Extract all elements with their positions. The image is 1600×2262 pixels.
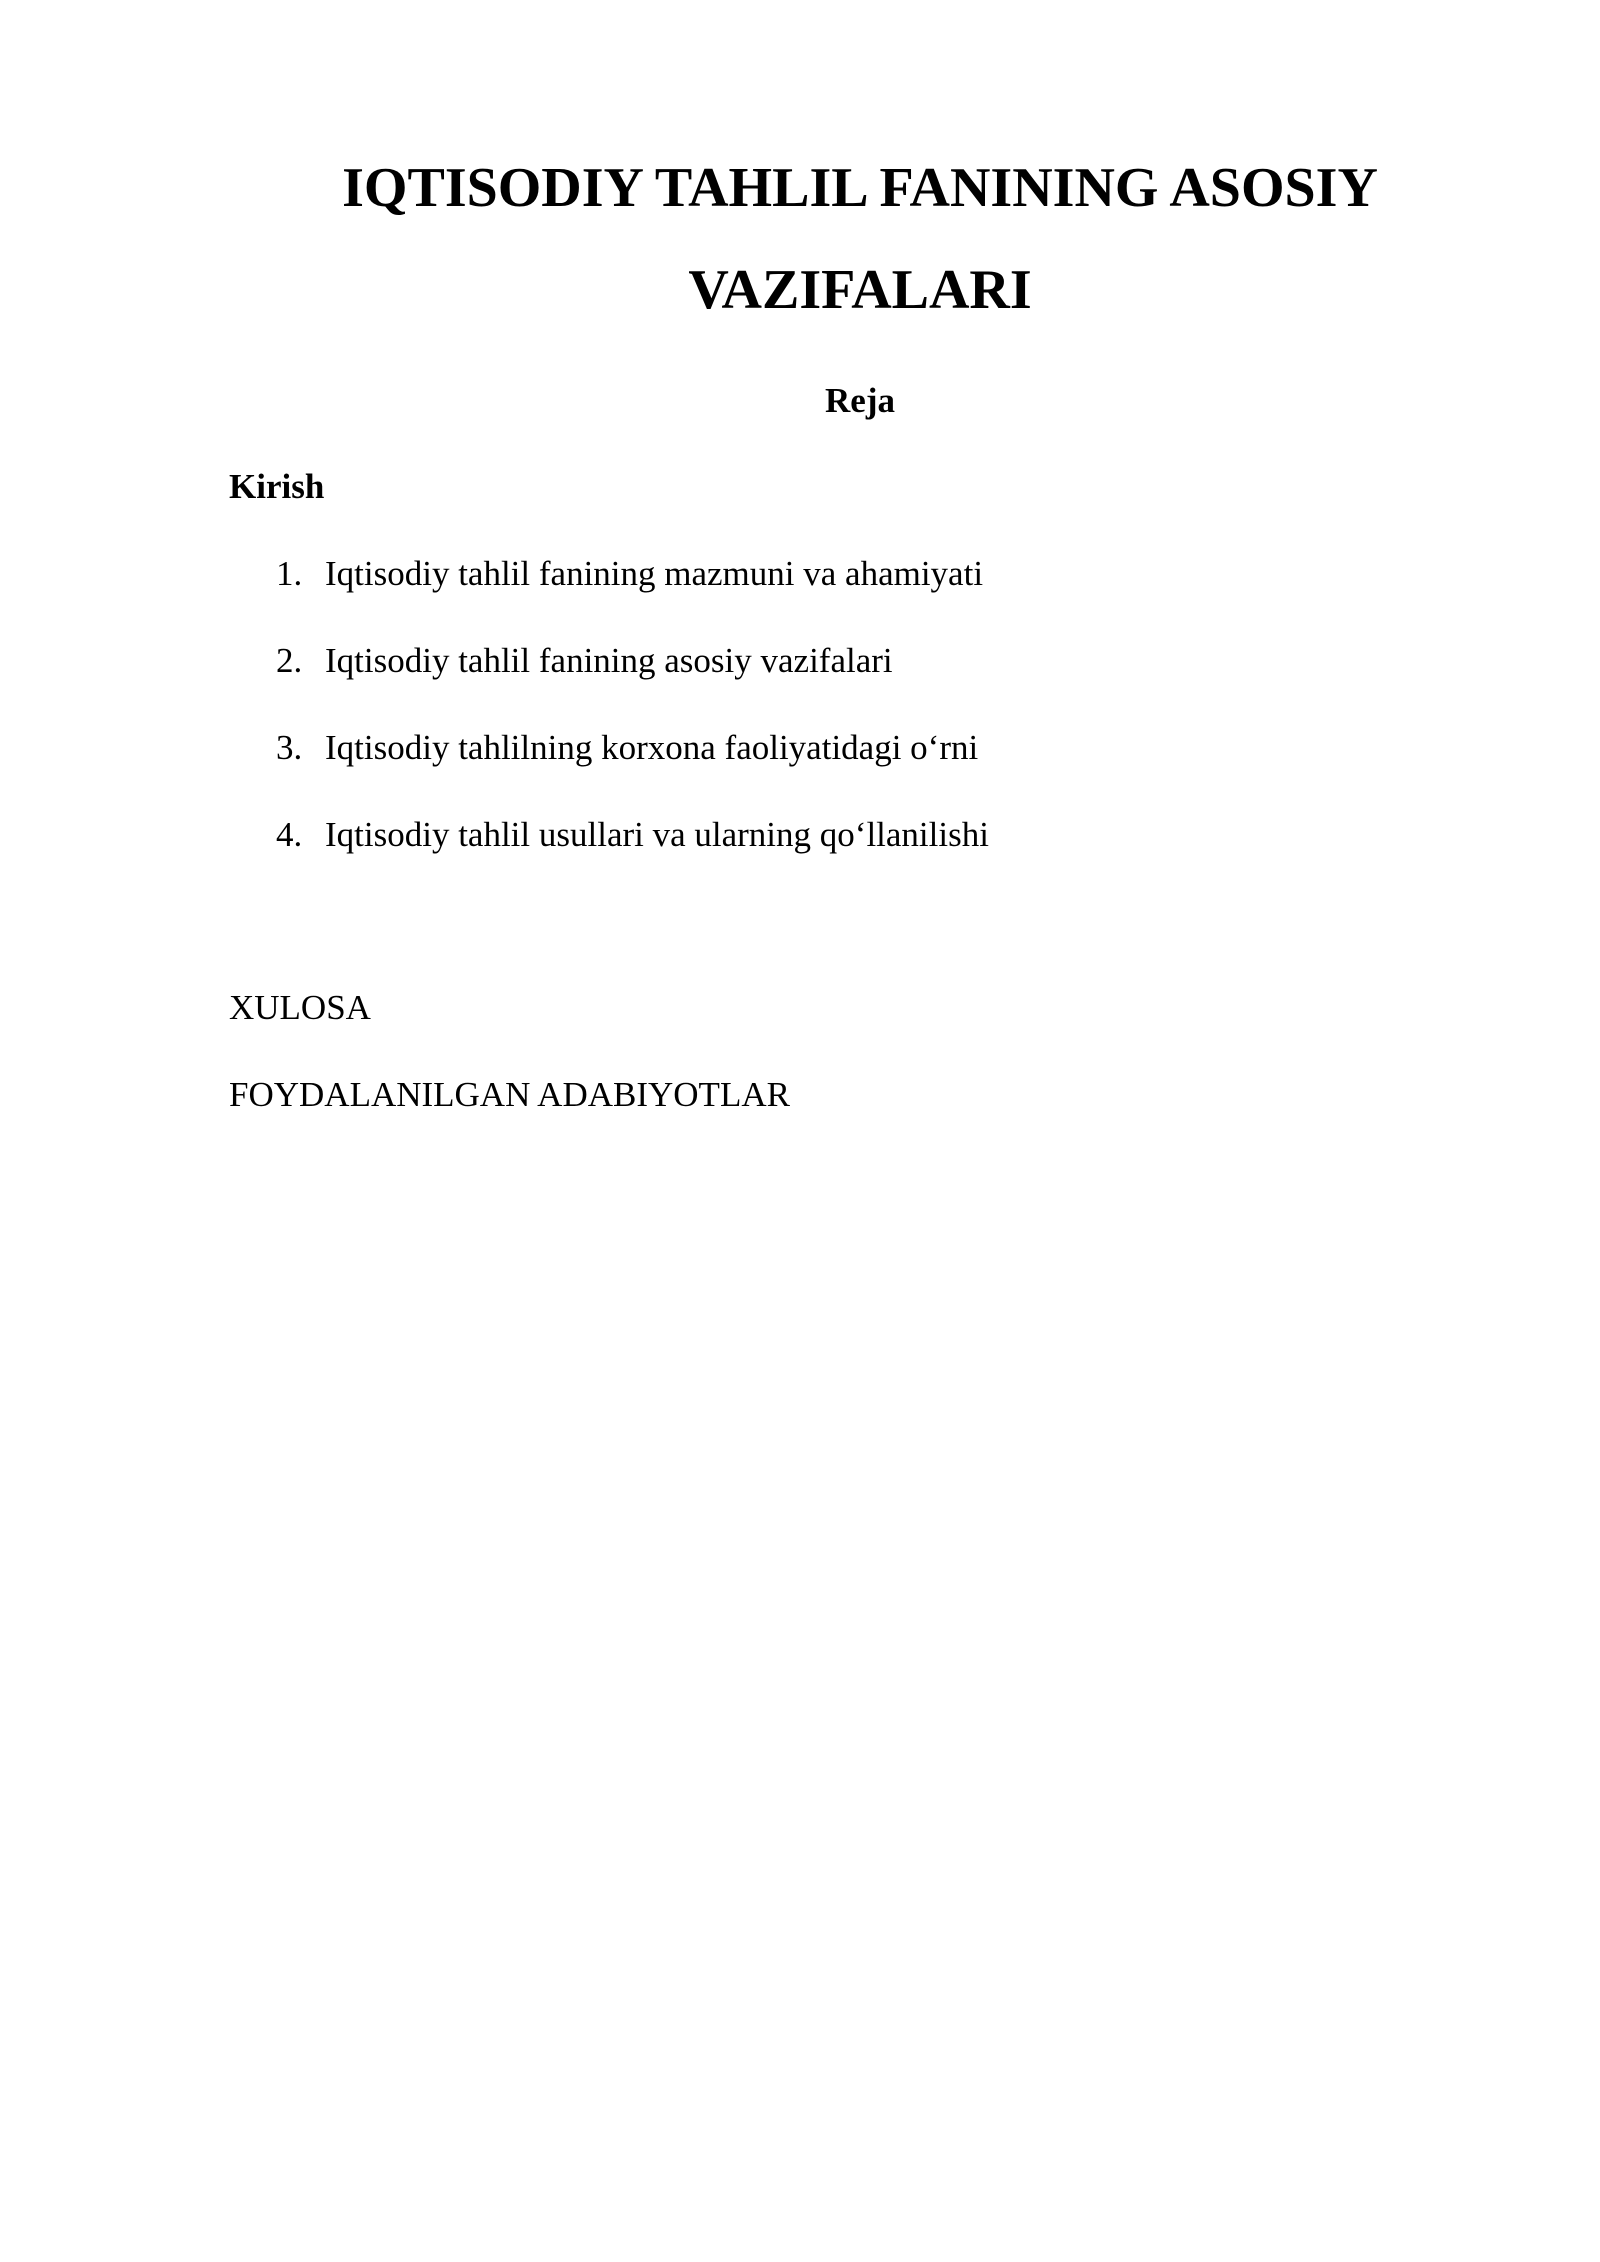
plan-item-text: Iqtisodiy tahlil fanining mazmuni va ahamiyati — [325, 554, 984, 593]
plan-item-2 — [276, 640, 989, 727]
plan-item-4 — [276, 814, 989, 901]
conclusion-heading: XULOSA — [229, 988, 371, 1027]
plan-item-1 — [276, 553, 989, 640]
plan-item-number: 3. — [276, 728, 303, 767]
document-title-line-2: VAZIFALARI — [688, 259, 1032, 321]
plan-item-number: 1. — [276, 554, 303, 593]
references-heading: FOYDALANILGAN ADABIYOTLAR — [229, 1075, 790, 1114]
plan-item-text: Iqtisodiy tahlil usullari va ularning qo‘llanilishi — [325, 815, 989, 854]
document-title-line-1: IQTISODIY TAHLIL FANINING ASOSIY — [342, 157, 1378, 219]
intro-heading: Kirish — [229, 467, 325, 506]
plan-list — [276, 553, 989, 901]
plan-item-3 — [276, 727, 989, 814]
plan-heading: Reja — [825, 381, 895, 420]
plan-item-text: Iqtisodiy tahlilning korxona faoliyatidagi o‘rni — [325, 728, 979, 767]
plan-item-number: 4. — [276, 815, 303, 854]
plan-item-number: 2. — [276, 641, 303, 680]
plan-item-text: Iqtisodiy tahlil fanining asosiy vazifalari — [325, 641, 893, 680]
